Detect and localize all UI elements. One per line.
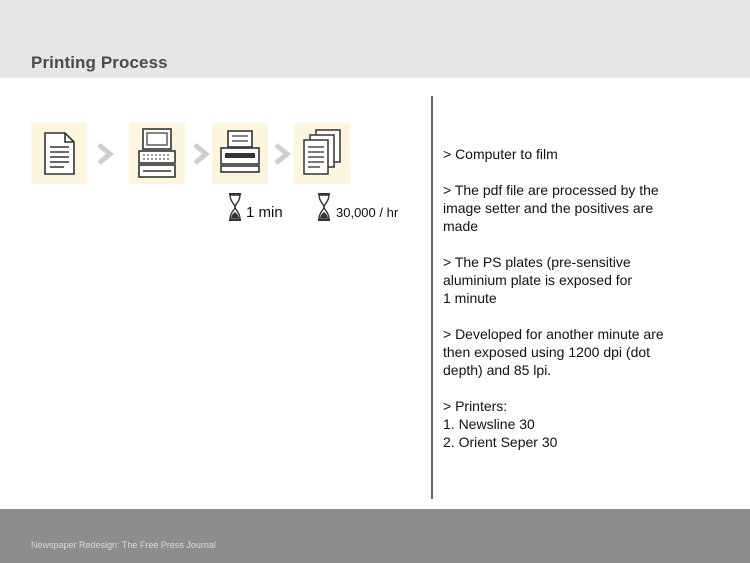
vertical-divider — [431, 96, 433, 499]
header-bar — [0, 0, 750, 78]
chevron-right-icon — [192, 143, 210, 165]
chevron-right-icon — [273, 143, 291, 165]
note-line: aluminium plate is exposed for — [443, 272, 633, 288]
note-line: > Computer to film — [443, 146, 558, 162]
note-item — [443, 253, 743, 307]
step-computer — [129, 123, 185, 184]
note-item — [443, 181, 743, 235]
note-item — [443, 397, 743, 451]
note-line: then exposed using 1200 dpi (dot — [443, 344, 651, 360]
note-line: > Developed for another minute are — [443, 326, 664, 342]
note-line: made — [443, 218, 479, 234]
step-document — [31, 123, 87, 184]
document-icon — [31, 123, 87, 184]
timer-label-print-rate: 30,000 / hr — [336, 205, 399, 220]
note-line: > Printers: — [443, 398, 508, 414]
printed-pages-icon — [294, 123, 350, 184]
note-item — [443, 145, 743, 163]
page-title: Printing Process — [31, 53, 168, 72]
footer-caption: Newspaper Redesign: The Free Press Journal — [31, 540, 216, 550]
step-printed-pages — [294, 123, 350, 184]
note-line: 1. Newsline 30 — [443, 416, 535, 432]
note-line: 1 minute — [443, 290, 497, 306]
note-line: depth) and 85 lpi. — [443, 362, 552, 378]
step-image-setter — [212, 123, 268, 184]
footer-bar — [0, 509, 750, 563]
timer-label-exposure: 1 min — [246, 204, 283, 221]
note-line: > The pdf file are processed by the — [443, 182, 659, 198]
image-setter-icon — [212, 123, 268, 184]
hourglass-icon — [225, 192, 245, 222]
computer-icon — [129, 123, 185, 184]
note-line: image setter and the positives are — [443, 200, 654, 216]
hourglass-icon — [314, 192, 334, 222]
process-notes — [443, 145, 743, 469]
note-line: 2. Orient Seper 30 — [443, 434, 558, 450]
chevron-right-icon — [96, 143, 114, 165]
note-line: > The PS plates (pre-sensitive — [443, 254, 631, 270]
note-item — [443, 325, 743, 379]
